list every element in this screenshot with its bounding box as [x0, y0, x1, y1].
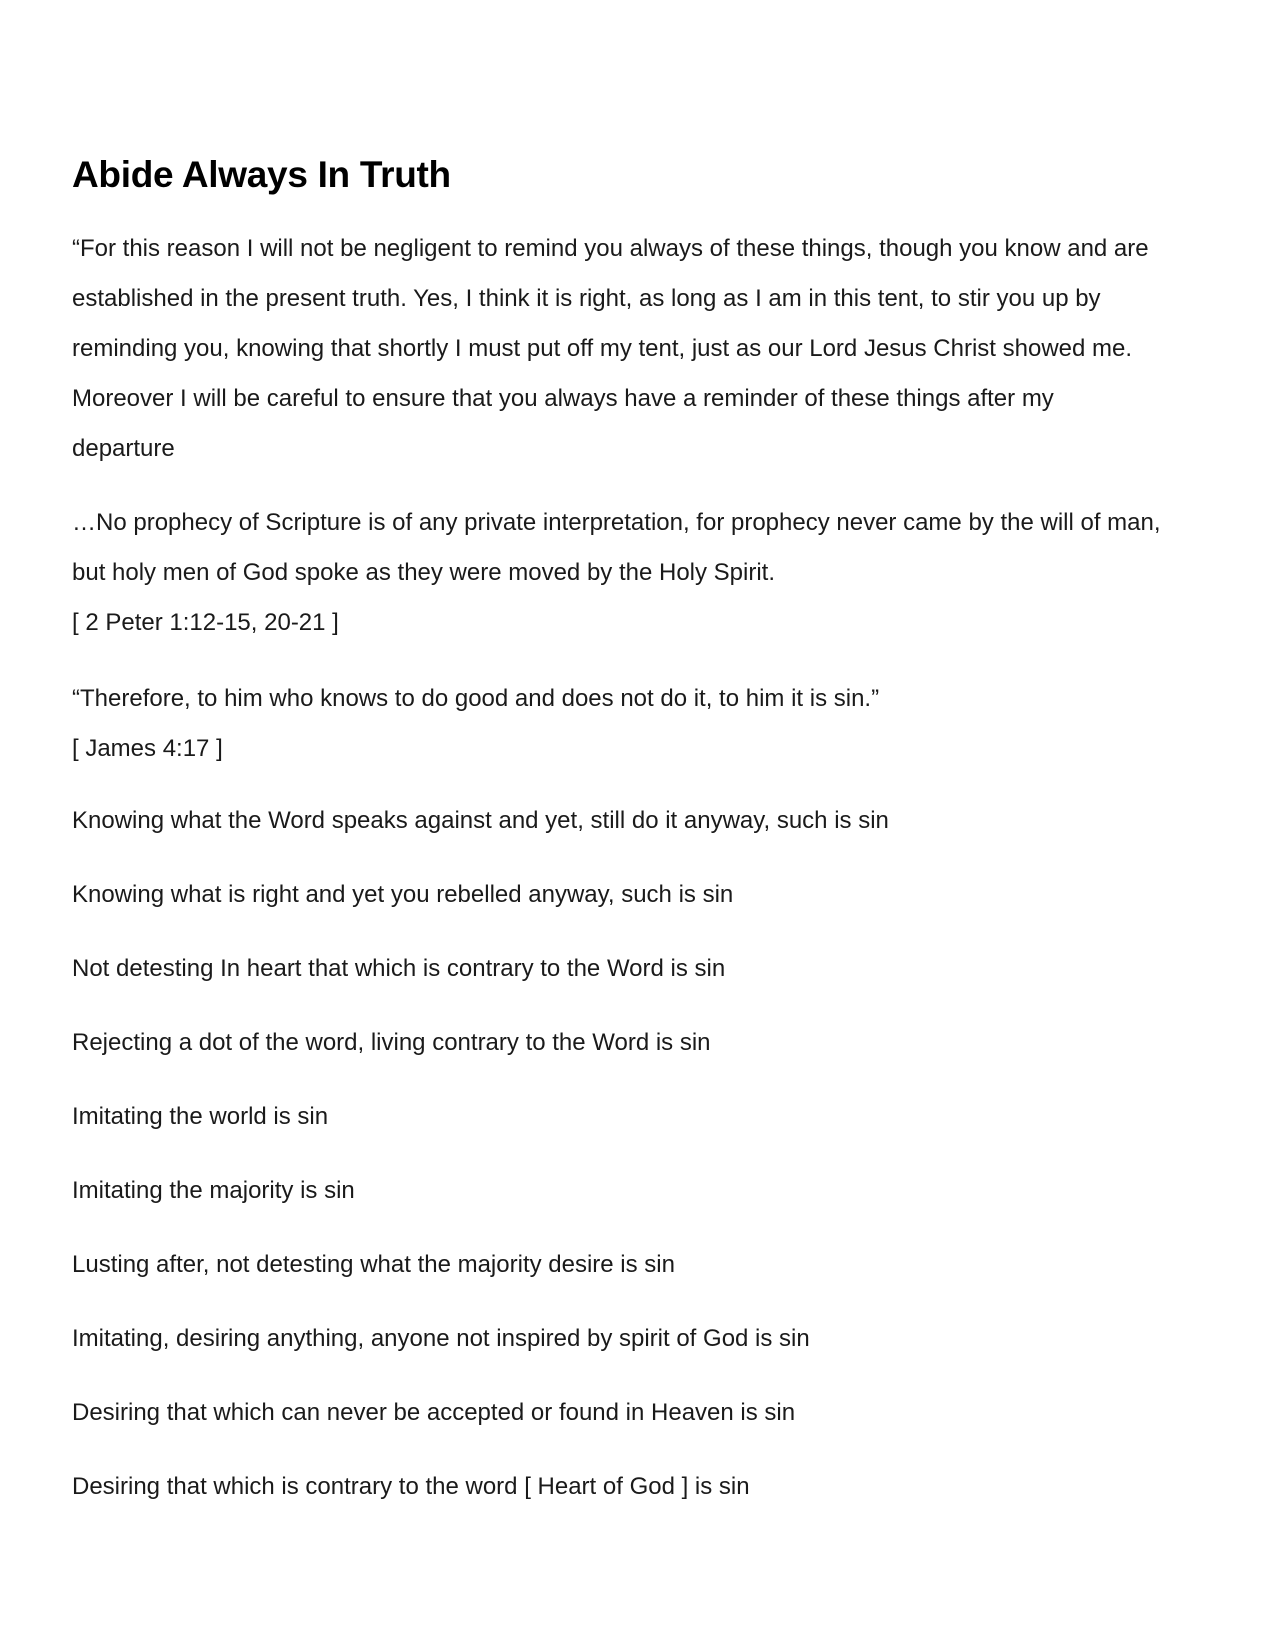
- passage-line: departure: [72, 435, 175, 462]
- passage-2-peter-part-1: [72, 224, 1202, 474]
- passage-2-peter-part-2: [72, 498, 1202, 648]
- passage-line: established in the present truth. Yes, I think it is right, as long as I am in this tent, to stir you up by: [72, 285, 1101, 312]
- statement: Imitating the world is sin: [72, 1103, 329, 1130]
- passage-line: reminding you, knowing that shortly I must put off my tent, just as our Lord Jesus Christ showed me.: [72, 335, 1133, 362]
- scripture-reference: [ 2 Peter 1:12-15, 20-21 ]: [72, 609, 339, 636]
- statement: Rejecting a dot of the word, living contrary to the Word is sin: [72, 1029, 711, 1056]
- statement: Desiring that which is contrary to the word [ Heart of God ] is sin: [72, 1473, 750, 1500]
- passage-line: “For this reason I will not be negligent to remind you always of these things, though you know and are: [72, 235, 1149, 262]
- document-title: Abide Always In Truth: [72, 154, 451, 195]
- passage-line: “Therefore, to him who knows to do good and does not do it, to him it is sin.”: [72, 685, 880, 712]
- passage-line: but holy men of God spoke as they were moved by the Holy Spirit.: [72, 559, 776, 586]
- passage-line: Moreover I will be careful to ensure that you always have a reminder of these things after my: [72, 385, 1054, 412]
- statement: Imitating, desiring anything, anyone not inspired by spirit of God is sin: [72, 1325, 810, 1352]
- statement: Knowing what is right and yet you rebelled anyway, such is sin: [72, 881, 734, 908]
- statement: Lusting after, not detesting what the majority desire is sin: [72, 1251, 675, 1278]
- statement: Not detesting In heart that which is contrary to the Word is sin: [72, 955, 726, 982]
- passage-line: …No prophecy of Scripture is of any private interpretation, for prophecy never came by the will of man,: [72, 509, 1161, 536]
- statement: Knowing what the Word speaks against and yet, still do it anyway, such is sin: [72, 807, 889, 834]
- statement: Desiring that which can never be accepted or found in Heaven is sin: [72, 1399, 796, 1426]
- scripture-reference: [ James 4:17 ]: [72, 735, 223, 762]
- passage-james: [72, 674, 1202, 774]
- statement: Imitating the majority is sin: [72, 1177, 355, 1204]
